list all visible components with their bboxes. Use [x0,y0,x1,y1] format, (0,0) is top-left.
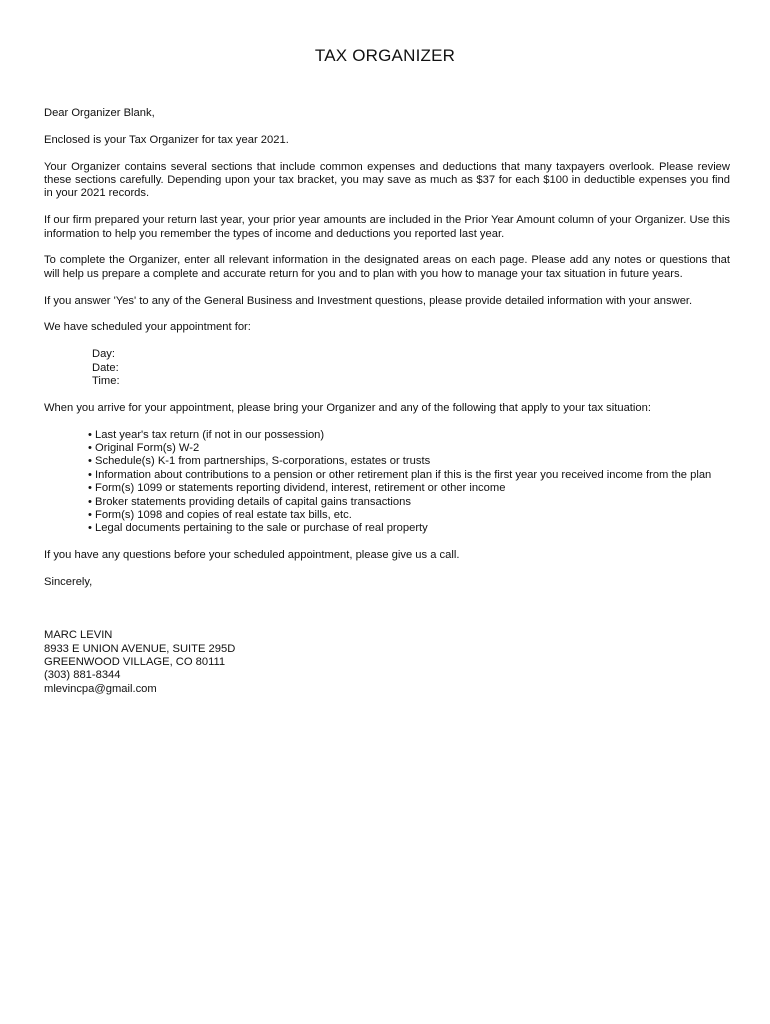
appointment-date: Date: [92,361,119,374]
list-item: • Broker statements providing details of capital gains transactions [88,495,411,508]
appointment-time: Time: [92,374,120,387]
signer-name: MARC LEVIN [44,629,113,642]
appointment-day: Day: [92,348,116,361]
signature-block [44,629,730,696]
sections-paragraph: Your Organizer contains several sections that include common expenses and deductions that many taxpayers overlook. Please review these sections carefully. Depending upon your tax bracket, you may save as much as $37 for each $100 in deductible expenses you find in your 2021 records. [44,160,730,200]
list-item: • Form(s) 1098 and copies of real estate tax bills, etc. [88,508,352,521]
appointment-intro: We have scheduled your appointment for: [44,321,251,334]
list-item: • Original Form(s) W-2 [88,441,200,454]
salutation: Dear Organizer Blank, [44,107,155,119]
letter-body [44,107,730,696]
list-item: • Schedule(s) K-1 from partnerships, S-corporations, estates or trusts [88,455,431,468]
yes-answers-paragraph: If you answer 'Yes' to any of the General Business and Investment questions, please provide detailed information with your answer. [44,294,693,307]
list-item: • Form(s) 1099 or statements reporting dividend, interest, retirement or other income [88,482,506,495]
list-item: • Legal documents pertaining to the sale or purchase of real property [88,522,428,535]
prior-year-paragraph: If our firm prepared your return last year, your prior year amounts are included in the Prior Year Amount column of your Organizer. Use this information to help you remember the types of income and deductions you reported last year. [44,214,730,240]
list-item: • Last year's tax return (if not in our possession) [88,428,325,441]
document-title: TAX ORGANIZER [314,46,456,65]
closing: Sincerely, [44,575,93,588]
questions-paragraph: If you have any questions before your scheduled appointment, please give us a call. [44,549,460,562]
bring-items-intro: When you arrive for your appointment, please bring your Organizer and any of the following that apply to your tax situation: [44,401,651,414]
list-item: • Information about contributions to a pension or other retirement plan if this is the first year you received income from the plan [88,468,712,481]
document-checklist [88,429,730,536]
signer-email: mlevincpa@gmail.com [44,682,157,695]
appointment-details [92,348,730,388]
signer-address-line-2: GREENWOOD VILLAGE, CO 80111 [44,656,226,669]
signer-address-line-1: 8933 E UNION AVENUE, SUITE 295D [44,642,236,655]
enclosed-paragraph: Enclosed is your Tax Organizer for tax year 2021. [44,133,289,146]
signer-phone: (303) 881-8344 [44,669,121,682]
complete-organizer-paragraph: To complete the Organizer, enter all relevant information in the designated areas on each page. Please add any notes or questions that will help us prepare a complete and accurate return for you and to plan with you how to manage your tax situation in future years. [44,254,730,280]
